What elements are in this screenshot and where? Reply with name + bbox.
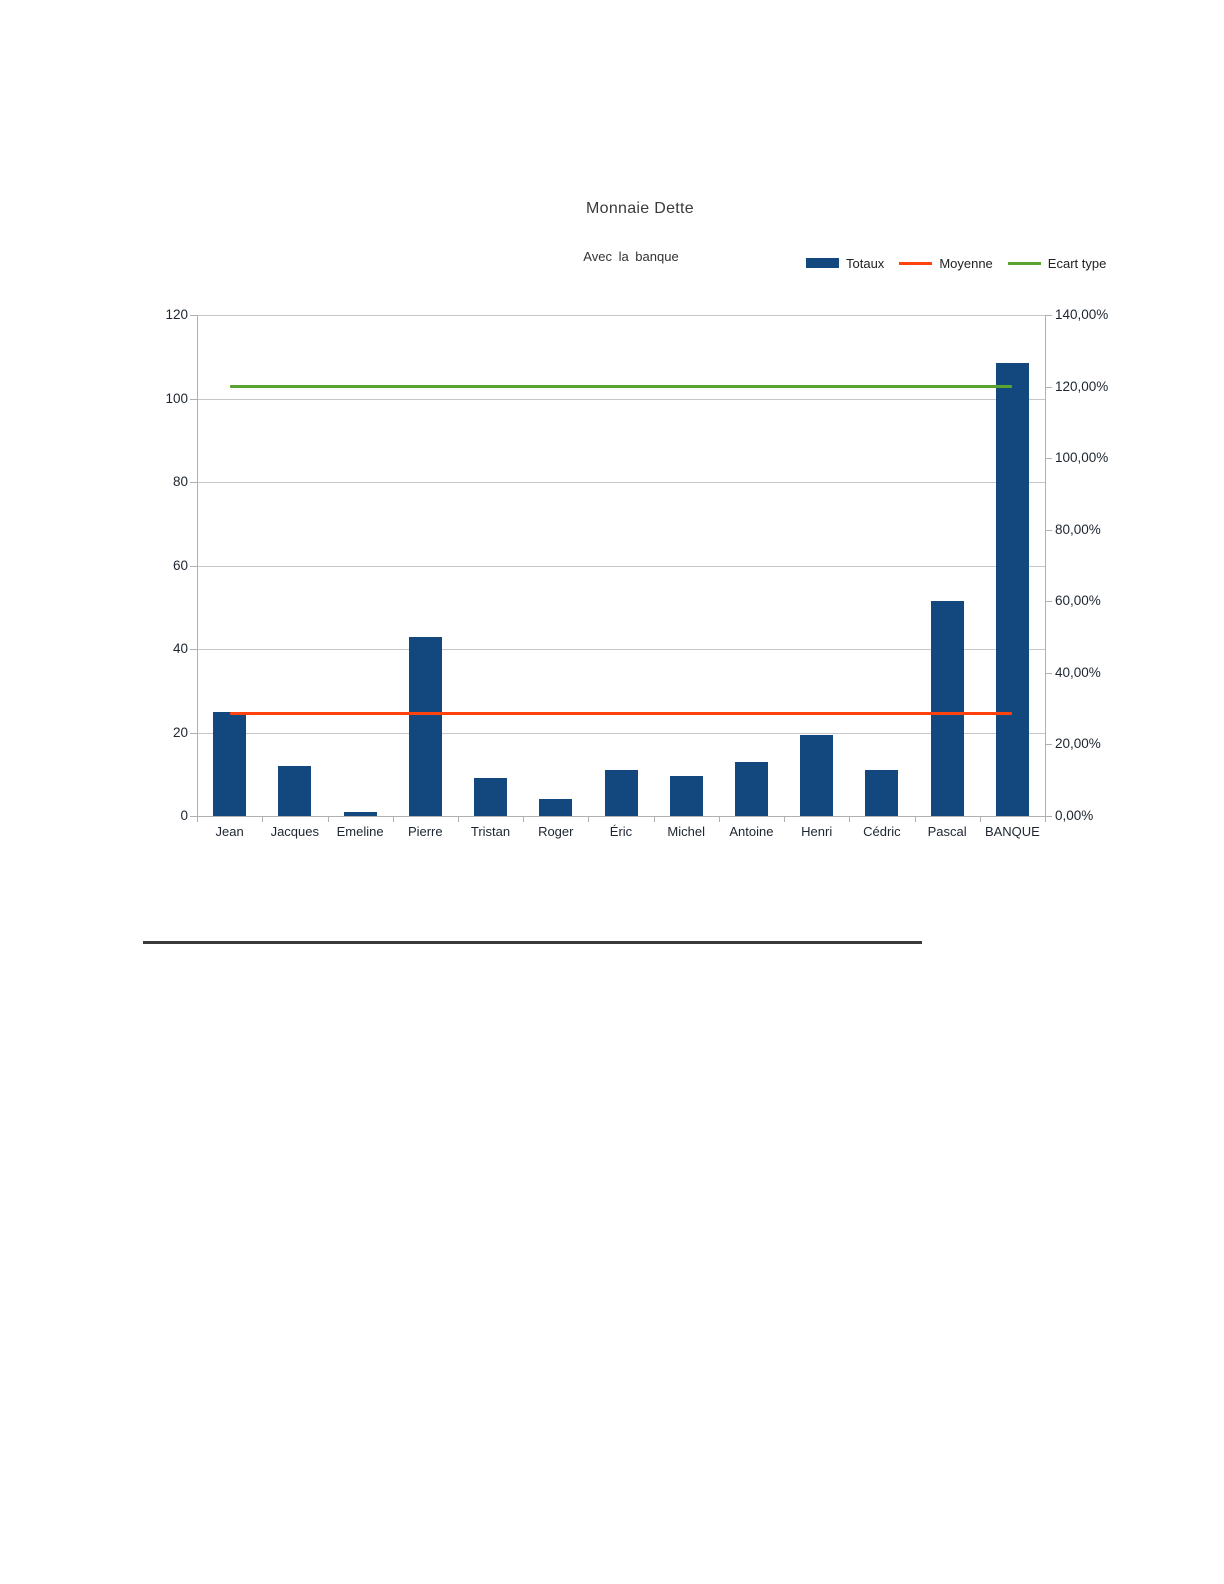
x-axis-tick [719,816,720,822]
left-axis-tick-100 [190,399,197,400]
gridline-20 [197,733,1045,734]
left-axis-tick-20 [190,733,197,734]
bar-roger [539,799,572,816]
bar-eric [605,770,638,816]
left-axis-tick-0 [190,816,197,817]
x-axis-category-label-antoine: Antoine [729,824,774,839]
x-axis-category-label-michel: Michel [667,824,705,839]
right-axis-tick-60 [1045,601,1052,602]
legend-line-icon [899,262,932,265]
moyenne-line [230,712,1013,715]
legend-item-totaux [806,256,884,271]
right-axis-tick-label: 60,00% [1055,593,1101,609]
left-axis-tick-label: 20 [172,724,188,740]
bar-emeline [344,812,377,816]
horizontal-rule [143,941,922,944]
left-axis-tick-40 [190,649,197,650]
plot-area [197,315,1045,816]
x-axis-tick [458,816,459,822]
bar-pierre [409,637,442,817]
right-axis-tick-140 [1045,315,1052,316]
chart-legend [806,254,1106,272]
legend-label-ecart-type: Ecart type [1047,255,1107,271]
legend-label-moyenne: Moyenne [939,255,993,271]
left-axis-tick-label: 0 [180,808,188,823]
x-axis-tick [849,816,850,822]
left-axis-tick-label: 40 [172,641,188,656]
gridline-80 [197,482,1045,483]
left-axis-tick-label: 60 [172,557,188,573]
right-axis-tick-100 [1045,458,1052,459]
bar-jacques [278,766,311,816]
gridline-120 [197,315,1045,316]
left-axis-tick-80 [190,482,197,483]
x-axis-tick [262,816,263,822]
gridline-60 [197,566,1045,567]
x-axis-category-label-roger: Roger [538,824,574,839]
right-axis-tick-0 [1045,816,1052,817]
left-axis-tick-label: 120 [165,307,188,322]
bar-jean [213,712,246,816]
bar-cedric [865,770,898,816]
right-axis-tick-20 [1045,744,1052,745]
chart-subtitle: Avec la banque [583,249,679,264]
x-axis-category-label-pascal: Pascal [927,824,967,839]
left-axis-tick-label: 100 [165,390,188,406]
right-axis-tick-80 [1045,530,1052,531]
bar-antoine [735,762,768,816]
bar-banque [996,363,1029,816]
x-axis-category-label-jean: Jean [215,824,244,839]
x-axis-category-label-tristan: Tristan [470,824,511,839]
legend-swatch-icon [806,258,839,268]
x-axis-category-label-henri: Henri [801,824,833,839]
x-axis-category-label-eric: Éric [609,824,633,839]
left-axis-tick-120 [190,315,197,316]
x-axis-tick [328,816,329,822]
right-axis-tick-label: 100,00% [1055,450,1109,466]
x-axis-category-label-banque: BANQUE [984,824,1040,839]
ecart-type-line [230,385,1013,388]
legend-line-icon [1008,262,1041,265]
right-axis-tick-120 [1045,387,1052,388]
left-axis-line [197,315,198,816]
bar-pascal [931,601,964,816]
x-axis-tick [654,816,655,822]
legend-item-moyenne [899,256,992,271]
x-axis-tick [1045,816,1046,822]
left-axis-tick-60 [190,566,197,567]
gridline-100 [197,399,1045,400]
x-axis-category-label-pierre: Pierre [407,824,443,839]
right-axis-line [1045,315,1046,816]
bar-henri [800,735,833,816]
gridline-40 [197,649,1045,650]
bottom-axis-line [197,816,1046,817]
left-axis-tick-label: 80 [172,474,188,489]
right-axis-tick-40 [1045,673,1052,674]
x-axis-tick [588,816,589,822]
x-axis-category-label-cedric: Cédric [863,824,901,839]
x-axis-category-label-jacques: Jacques [270,824,319,839]
x-axis-tick [197,816,198,822]
x-axis-tick [980,816,981,822]
legend-label-totaux: Totaux [846,255,885,271]
right-axis-tick-label: 40,00% [1055,664,1101,680]
right-axis-tick-label: 0,00% [1055,808,1094,823]
right-axis-tick-label: 80,00% [1055,521,1101,537]
right-axis-tick-label: 20,00% [1055,736,1101,752]
x-axis-category-label-emeline: Emeline [336,824,384,839]
bar-tristan [474,778,507,816]
right-axis-tick-label: 120,00% [1055,378,1109,394]
legend-item-ecart-type [1008,256,1107,271]
bar-michel [670,776,703,816]
chart-title: Monnaie Dette [586,200,694,217]
right-axis-tick-label: 140,00% [1055,307,1109,322]
x-axis-tick [523,816,524,822]
x-axis-tick [784,816,785,822]
x-axis-tick [393,816,394,822]
x-axis-tick [915,816,916,822]
